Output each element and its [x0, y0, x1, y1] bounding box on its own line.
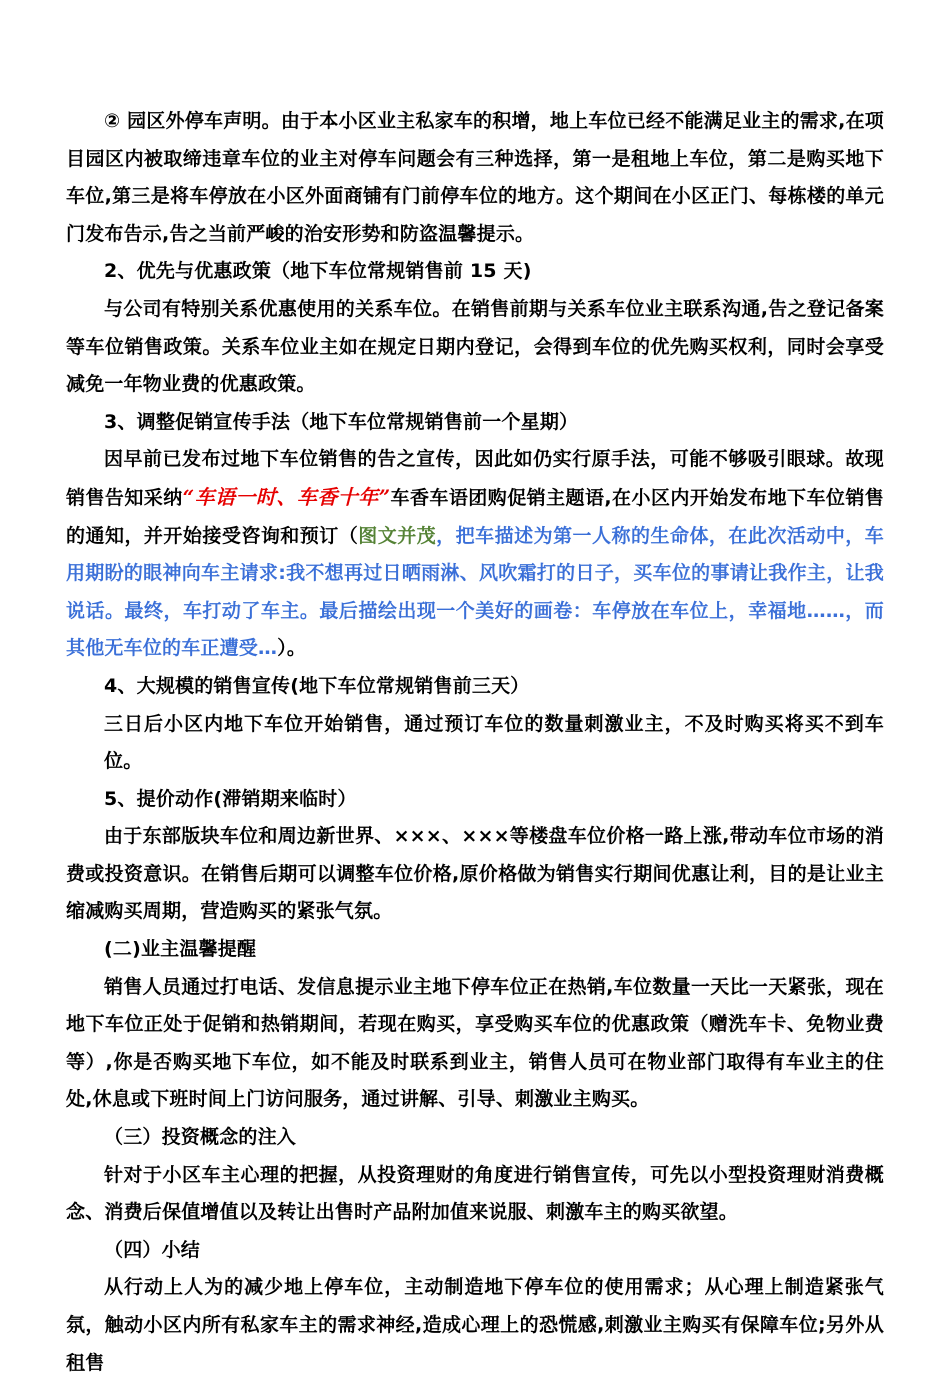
- heading-owner-reminder: (二)业主温馨提醒: [104, 938, 257, 961]
- heading-priority-policy: 2、优先与优惠政策（地下车位常规销售前 15 天): [104, 260, 532, 283]
- heading-price-increase: 5、提价动作(滞销期来临时）: [104, 787, 357, 810]
- paragraph-owner-reminder: 销售人员通过打电话、发信息提示业主地下停车位正在热销,车位数量一天比一天紧张，现在地下车位正处于促销和热销期间，若现在购买，享受购买车位的优惠政策（赠洗车卡、免物业费等）,你是否购买地下车位，如不能及时联系到业主，销售人员可在物业部门取得有车业主的住处,休息或下班时间上门访问服务，通过讲解、引导、刺激业主购买。: [66, 975, 884, 1111]
- promotion-text-blue: ，把车描述为第一人称的生命体，在此次活动中，车用期盼的眼神向车主请求:我不想再过日晒雨淋、风吹霜打的日子，买车位的事请让我作主，让我说话。最终，车打动了车主。最后描绘出现一个美好的画卷：车停放在车位上，幸福地……，而其他无车位的车正遭受…: [66, 524, 884, 660]
- promotion-slogan: “车语一时、车香十年”: [182, 484, 391, 509]
- paragraph-promotion-method: [66, 441, 884, 668]
- paragraph-priority-policy: 与公司有特别关系优惠使用的关系车位。在销售前期与关系车位业主联系沟通,告之登记备案等车位销售政策。关系车位业主如在规定日期内登记，会得到车位的优先购买权利，同时会享受减免一年物业费的优惠政策。: [66, 297, 884, 396]
- paragraph-investment-concept: 针对于小区车主心理的把握，从投资理财的角度进行销售宣传，可先以小型投资理财消费概念、消费后保值增值以及转让出售时产品附加值来说服、刺激车主的购买欲望。: [66, 1163, 884, 1224]
- paragraph-parking-statement: ② 园区外停车声明。由于本小区业主私家车的积增，地上车位已经不能满足业主的需求,在项目园区内被取缔违章车位的业主对停车问题会有三种选择，第一是租地上车位，第二是购买地下车位,第三是将车停放在小区外面商铺有门前停车位的地方。这个期间在小区正门、每栋楼的单元门发布告示,告之当前严峻的治安形势和防盗温馨提示。: [66, 110, 884, 245]
- promotion-text-intro: 因早前已发布过地下车位销售的告之宣传，因此如仍实行原手法，可能不够吸引眼球。故现销售告知采纳: [66, 448, 884, 509]
- heading-summary: （四）小结: [104, 1238, 201, 1261]
- promotion-text-green: 图文并茂: [358, 524, 437, 547]
- promotion-text-end: ）。: [277, 637, 307, 660]
- paragraph-summary: 从行动上人为的减少地上停车位，主动制造地下停车位的使用需求；从心理上制造紧张气氛，触动小区内所有私家车主的需求神经,造成心理上的恐慌感,刺激业主购买有保障车位;另外从租售: [66, 1276, 884, 1374]
- promotion-text-middle: 车香车语团购促销主题语,在小区内开始发布地下车位销售的通知，并开始接受咨询和预订（: [66, 486, 885, 547]
- paragraph-price-increase: 由于东部版块车位和周边新世界、×××、×××等楼盘车位价格一路上涨,带动车位市场的消费或投资意识。在销售后期可以调整车位价格,原价格做为销售实行期间优惠让利，目的是让业主缩减购买周期，营造购买的紧张气氛。: [66, 825, 884, 923]
- document-page: [66, 103, 884, 1382]
- heading-promotion-method: 3、调整促销宣传手法（地下车位常规销售前一个星期）: [104, 410, 579, 433]
- heading-large-scale-promotion: 4、大规模的销售宣传(地下车位常规销售前三天）: [104, 674, 530, 697]
- paragraph-large-scale-promotion: 三日后小区内地下车位开始销售，通过预订车位的数量刺激业主，不及时购买将买不到车位。: [104, 712, 884, 773]
- heading-investment-concept: （三）投资概念的注入: [104, 1126, 297, 1149]
